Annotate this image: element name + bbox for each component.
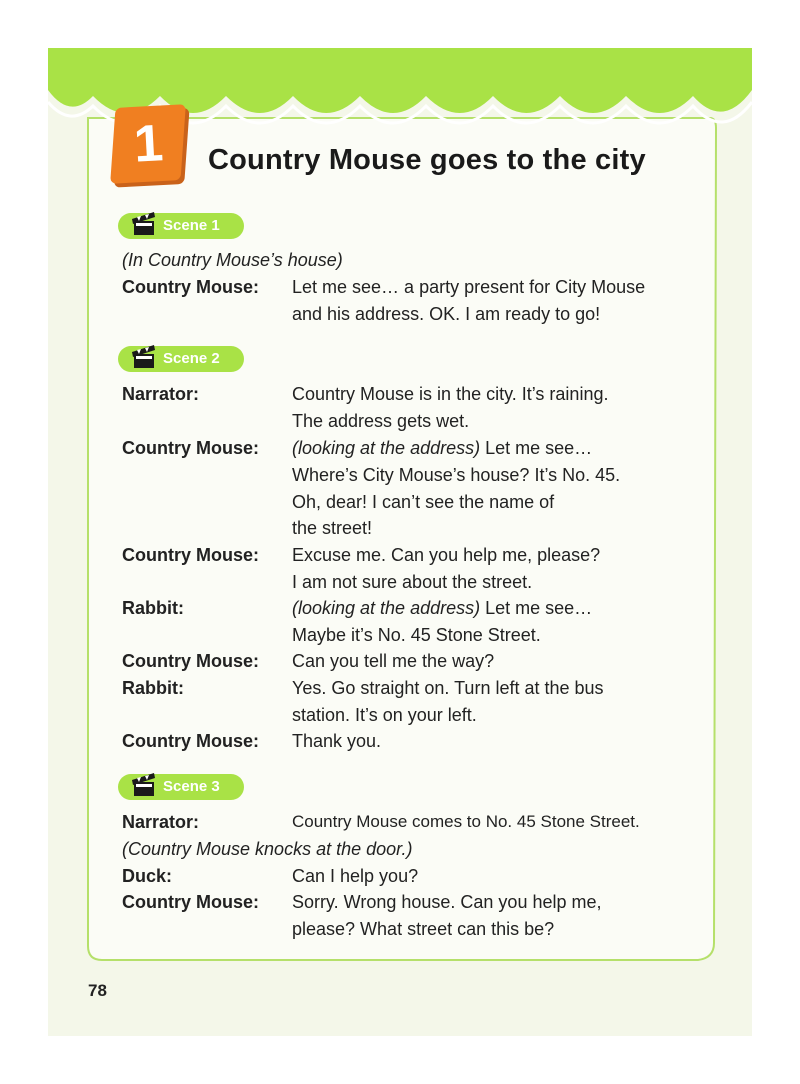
dialogue-text	[292, 675, 604, 729]
speaker-name: Country Mouse:	[122, 651, 259, 671]
scene-1-label: Scene 1	[163, 217, 220, 234]
dialogue-text-line: The address gets wet.	[292, 410, 470, 431]
dialogue-text-line: Maybe it’s No. 45 Stone Street.	[292, 624, 541, 645]
speaker-name: Rabbit:	[122, 598, 184, 618]
unit-number-badge	[110, 104, 186, 184]
scalloped-banner	[48, 48, 752, 113]
scene-2-tag	[118, 346, 244, 372]
dialogue-text-line: Let me see… a party present for City Mouse	[292, 277, 646, 297]
dialogue-text-line: Excuse me. Can you help me, please?	[292, 545, 601, 565]
clapperboard-icon	[130, 342, 158, 372]
dialogue-text-line	[292, 435, 620, 462]
dialogue-text-line	[292, 595, 592, 622]
scene-3-tag	[118, 774, 244, 800]
clapperboard-icon	[130, 770, 158, 800]
speaker-name: Narrator:	[122, 812, 200, 832]
unit-number: 1	[131, 114, 165, 174]
speaker-name: Country Mouse:	[122, 277, 259, 297]
dialogue-text	[292, 728, 381, 755]
dialogue-text-line: Can you tell me the way?	[292, 651, 495, 671]
speaker-name: Duck:	[122, 866, 173, 886]
speaker-name: Rabbit:	[122, 678, 184, 698]
dialogue-text-line: Thank you.	[292, 731, 382, 751]
dialogue-text	[292, 889, 602, 943]
speaker-name: Narrator:	[122, 384, 200, 404]
speaker-name: Country Mouse:	[122, 892, 259, 912]
speaker-name: Country Mouse:	[122, 731, 259, 751]
dialogue-text-line: Where’s City Mouse’s house? It’s No. 45.	[292, 464, 621, 485]
dialogue-text	[292, 595, 592, 649]
scene-3-label: Scene 3	[163, 778, 220, 795]
page-number: 78	[88, 981, 107, 1000]
dialogue-text-line: please? What street can this be?	[292, 918, 555, 939]
dialogue-text	[292, 542, 600, 596]
book-page	[48, 48, 752, 1036]
stage-direction-inline: (looking at the address)	[292, 598, 481, 618]
dialogue-text	[292, 809, 640, 836]
dialogue-text-line: and his address. OK. I am ready to go!	[292, 303, 601, 324]
dialogue-text-line: Can I help you?	[292, 866, 419, 886]
dialogue-text-line: Country Mouse comes to No. 45 Stone Street.	[292, 812, 640, 831]
dialogue-text	[292, 274, 645, 328]
dialogue-text	[292, 435, 620, 542]
dialogue-text	[292, 648, 494, 675]
unit-title: Country Mouse goes to the city	[208, 144, 646, 176]
dialogue-text-line: Yes. Go straight on. Turn left at the bus	[292, 678, 604, 698]
dialogue-text-line: station. It’s on your left.	[292, 704, 477, 725]
dialogue-text-line: I am not sure about the street.	[292, 571, 533, 592]
clapperboard-icon	[130, 209, 158, 239]
dialogue-text	[292, 863, 418, 890]
dialogue-text-line: Country Mouse is in the city. It’s raining.	[292, 384, 609, 404]
speaker-name: Country Mouse:	[122, 438, 259, 458]
dialogue-text-line: the street!	[292, 518, 373, 539]
scene-2-label: Scene 2	[163, 350, 220, 367]
dialogue-text-fragment: Let me see…	[480, 598, 593, 618]
dialogue-text-fragment: Let me see…	[480, 438, 593, 458]
stage-direction-1: (In Country Mouse’s house)	[122, 250, 343, 270]
dialogue-text	[292, 381, 608, 435]
dialogue-text-line: Sorry. Wrong house. Can you help me,	[292, 892, 602, 912]
speaker-name: Country Mouse:	[122, 545, 259, 565]
stage-direction-inline: (looking at the address)	[292, 438, 481, 458]
dialogue-text-line: Oh, dear! I can’t see the name of	[292, 491, 555, 512]
scene-1-tag	[118, 213, 244, 239]
stage-direction-2: (Country Mouse knocks at the door.)	[122, 839, 413, 859]
